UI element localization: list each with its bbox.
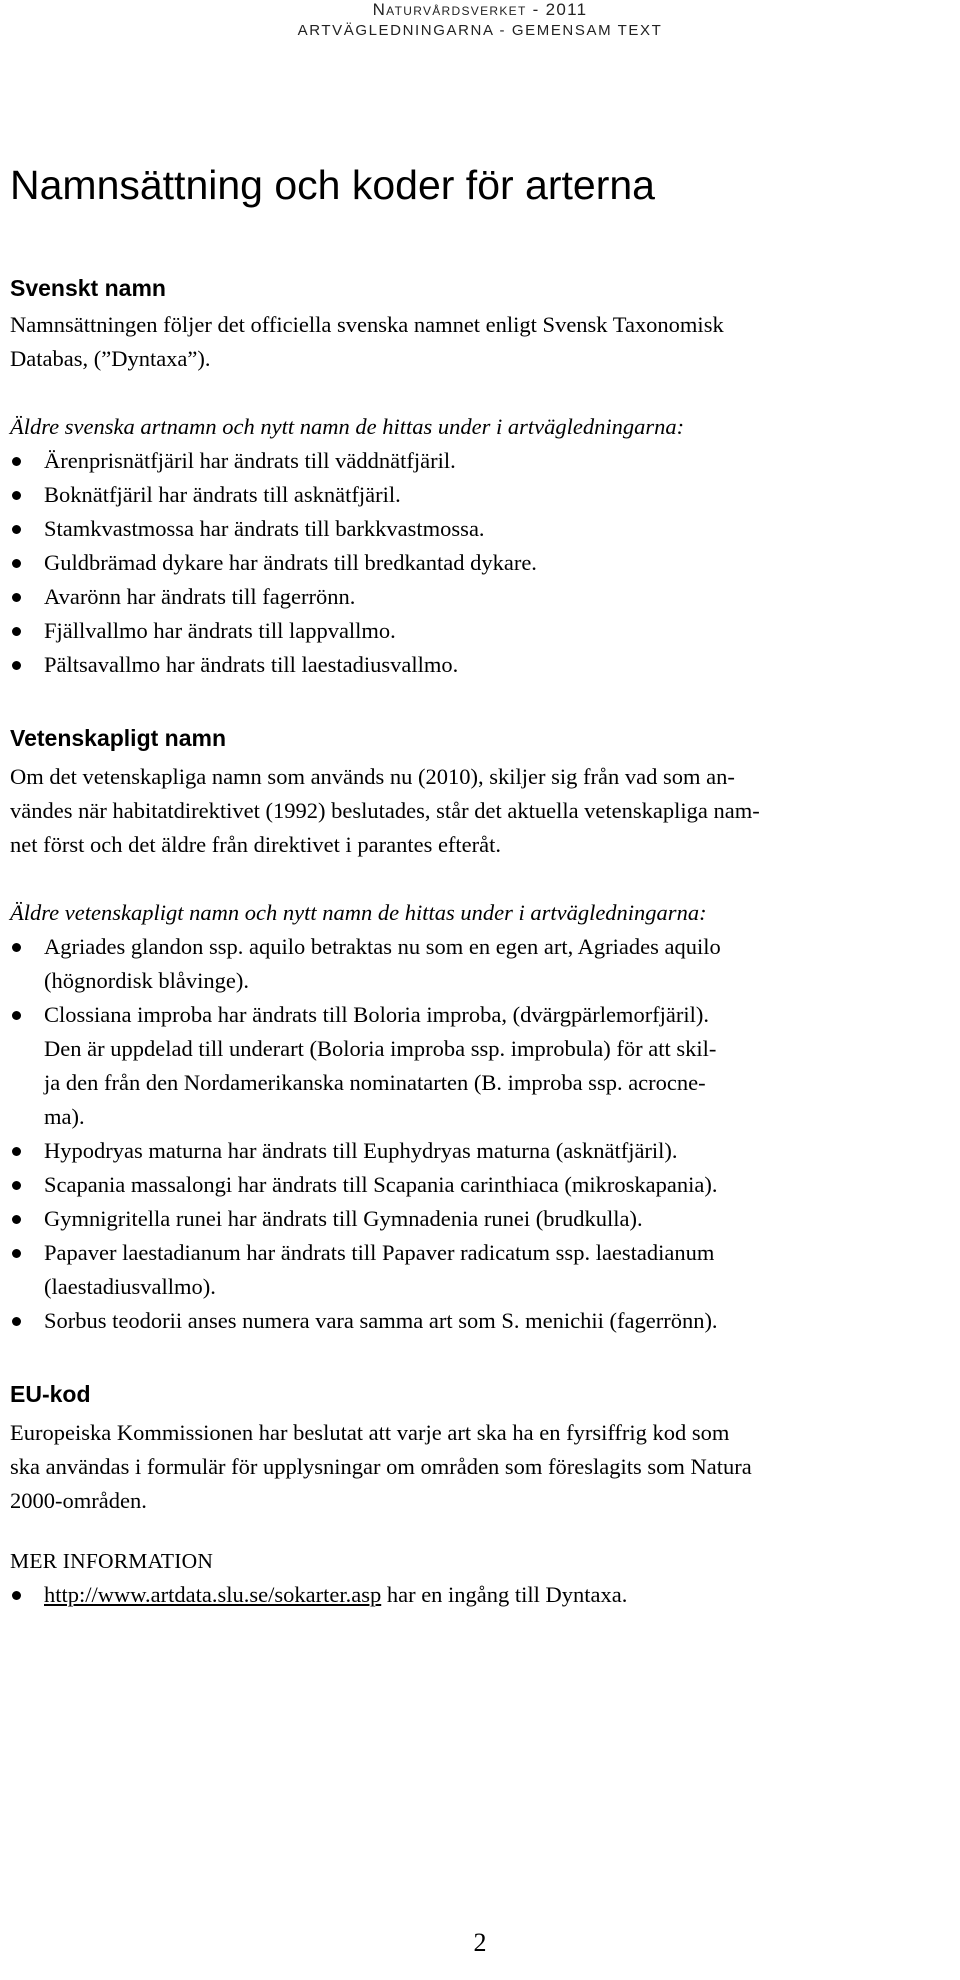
paragraph-line: Europeiska Kommissionen har beslutat att varje art ska ha en fyrsiffrig kod som — [10, 1420, 730, 1445]
list-item — [10, 998, 930, 1134]
list-item: Boknätfjäril har ändrats till asknätfjäril. — [10, 478, 930, 512]
item-line: ja den från den Nordamerikanska nominatarten (B. improba ssp. acrocne- — [44, 1070, 706, 1095]
section-mer-information — [10, 1544, 930, 1612]
item-line: (laestadiusvallmo). — [44, 1274, 216, 1299]
list-item: Stamkvastmossa har ändrats till barkkvastmossa. — [10, 512, 930, 546]
vetenskapligt-intro: Äldre vetenskapligt namn och nytt namn de hittas under i artvägledningarna: — [10, 900, 707, 925]
item-line: (högnordisk blåvinge). — [44, 968, 249, 993]
list-item — [10, 1202, 930, 1236]
svenskt-intro: Äldre svenska artnamn och nytt namn de hittas under i artvägledningarna: — [10, 414, 685, 439]
vetenskapligt-name-list — [10, 930, 930, 1338]
paragraph-line: ska användas i formulär för upplysningar om områden som föreslagits som Natura — [10, 1454, 752, 1479]
list-item — [10, 1168, 930, 1202]
mer-information-list — [10, 1578, 930, 1612]
list-item: Pältsavallmo har ändrats till laestadiusvallmo. — [10, 648, 930, 682]
item-line: Den är uppdelad till underart (Boloria improba ssp. improbula) för att skil- — [44, 1036, 717, 1061]
eukod-paragraph — [10, 1416, 930, 1518]
section-heading-vetenskapligt: Vetenskapligt namn — [10, 725, 227, 751]
section-heading-eukod: EU-kod — [10, 1381, 91, 1407]
item-line: Papaver laestadianum har ändrats till Papaver radicatum ssp. laestadianum — [44, 1240, 715, 1265]
item-line: Scapania massalongi har ändrats till Scapania carinthiaca (mikroskapania). — [44, 1172, 718, 1197]
paragraph-line: Namnsättningen följer det officiella svenska namnet enligt Svensk Taxonomisk — [10, 312, 724, 337]
item-line: Clossiana improba har ändrats till Boloria improba, (dvärgpärlemorfjäril). — [44, 1002, 710, 1027]
paragraph-line: Databas, (”Dyntaxa”). — [10, 346, 211, 371]
paragraph-line: Om det vetenskapliga namn som används nu (2010), skiljer sig från vad som an- — [10, 764, 735, 789]
mer-information-heading: MER INFORMATION — [10, 1549, 214, 1573]
paragraph-line: 2000-områden. — [10, 1488, 147, 1513]
paragraph-line: vändes när habitatdirektivet (1992) beslutades, står det aktuella vetenskapliga nam- — [10, 798, 760, 823]
document-body — [10, 160, 930, 1612]
list-item — [10, 1578, 930, 1612]
list-item — [10, 1134, 930, 1168]
dyntaxa-link[interactable]: http://www.artdata.slu.se/sokarter.asp — [44, 1582, 382, 1607]
section-eu-kod — [10, 1378, 930, 1518]
list-item — [10, 1304, 930, 1338]
svenskt-paragraph — [10, 308, 930, 376]
section-vetenskapligt-namn — [10, 722, 930, 1338]
header-publisher: Naturvårdsverket - 2011 — [372, 0, 588, 19]
section-heading-svenskt: Svenskt namn — [10, 275, 166, 301]
list-item: Fjällvallmo har ändrats till lappvallmo. — [10, 614, 930, 648]
svenskt-name-list — [10, 444, 930, 682]
paragraph-line: net först och det äldre från direktivet i parantes efteråt. — [10, 832, 502, 857]
link-suffix: har en ingång till Dyntaxa. — [381, 1582, 628, 1607]
item-line: Sorbus teodorii anses numera vara samma art som S. menichii (fagerrönn). — [44, 1308, 718, 1333]
header-series: ARTVÄGLEDNINGARNA - GEMENSAM TEXT — [297, 22, 663, 39]
item-line: Gymnigritella runei har ändrats till Gymnadenia runei (brudkulla). — [44, 1206, 643, 1231]
list-item — [10, 1236, 930, 1304]
item-line: Agriades glandon ssp. aquilo betraktas nu som en egen art, Agriades aquilo — [44, 934, 721, 959]
list-item: Guldbrämad dykare har ändrats till bredkantad dykare. — [10, 546, 930, 580]
item-line: Hypodryas maturna har ändrats till Euphydryas maturna (asknätfjäril). — [44, 1138, 678, 1163]
list-item — [10, 930, 930, 998]
list-item: Ärenprisnätfjäril har ändrats till väddnätfjäril. — [10, 444, 930, 478]
list-item: Avarönn har ändrats till fagerrönn. — [10, 580, 930, 614]
page-title: Namnsättning och koder för arterna — [10, 162, 655, 208]
page-number: 2 — [473, 1928, 487, 1957]
section-svenskt-namn — [10, 272, 930, 682]
page-header — [0, 0, 960, 42]
vetenskapligt-paragraph — [10, 760, 930, 862]
item-line: ma). — [44, 1104, 85, 1129]
